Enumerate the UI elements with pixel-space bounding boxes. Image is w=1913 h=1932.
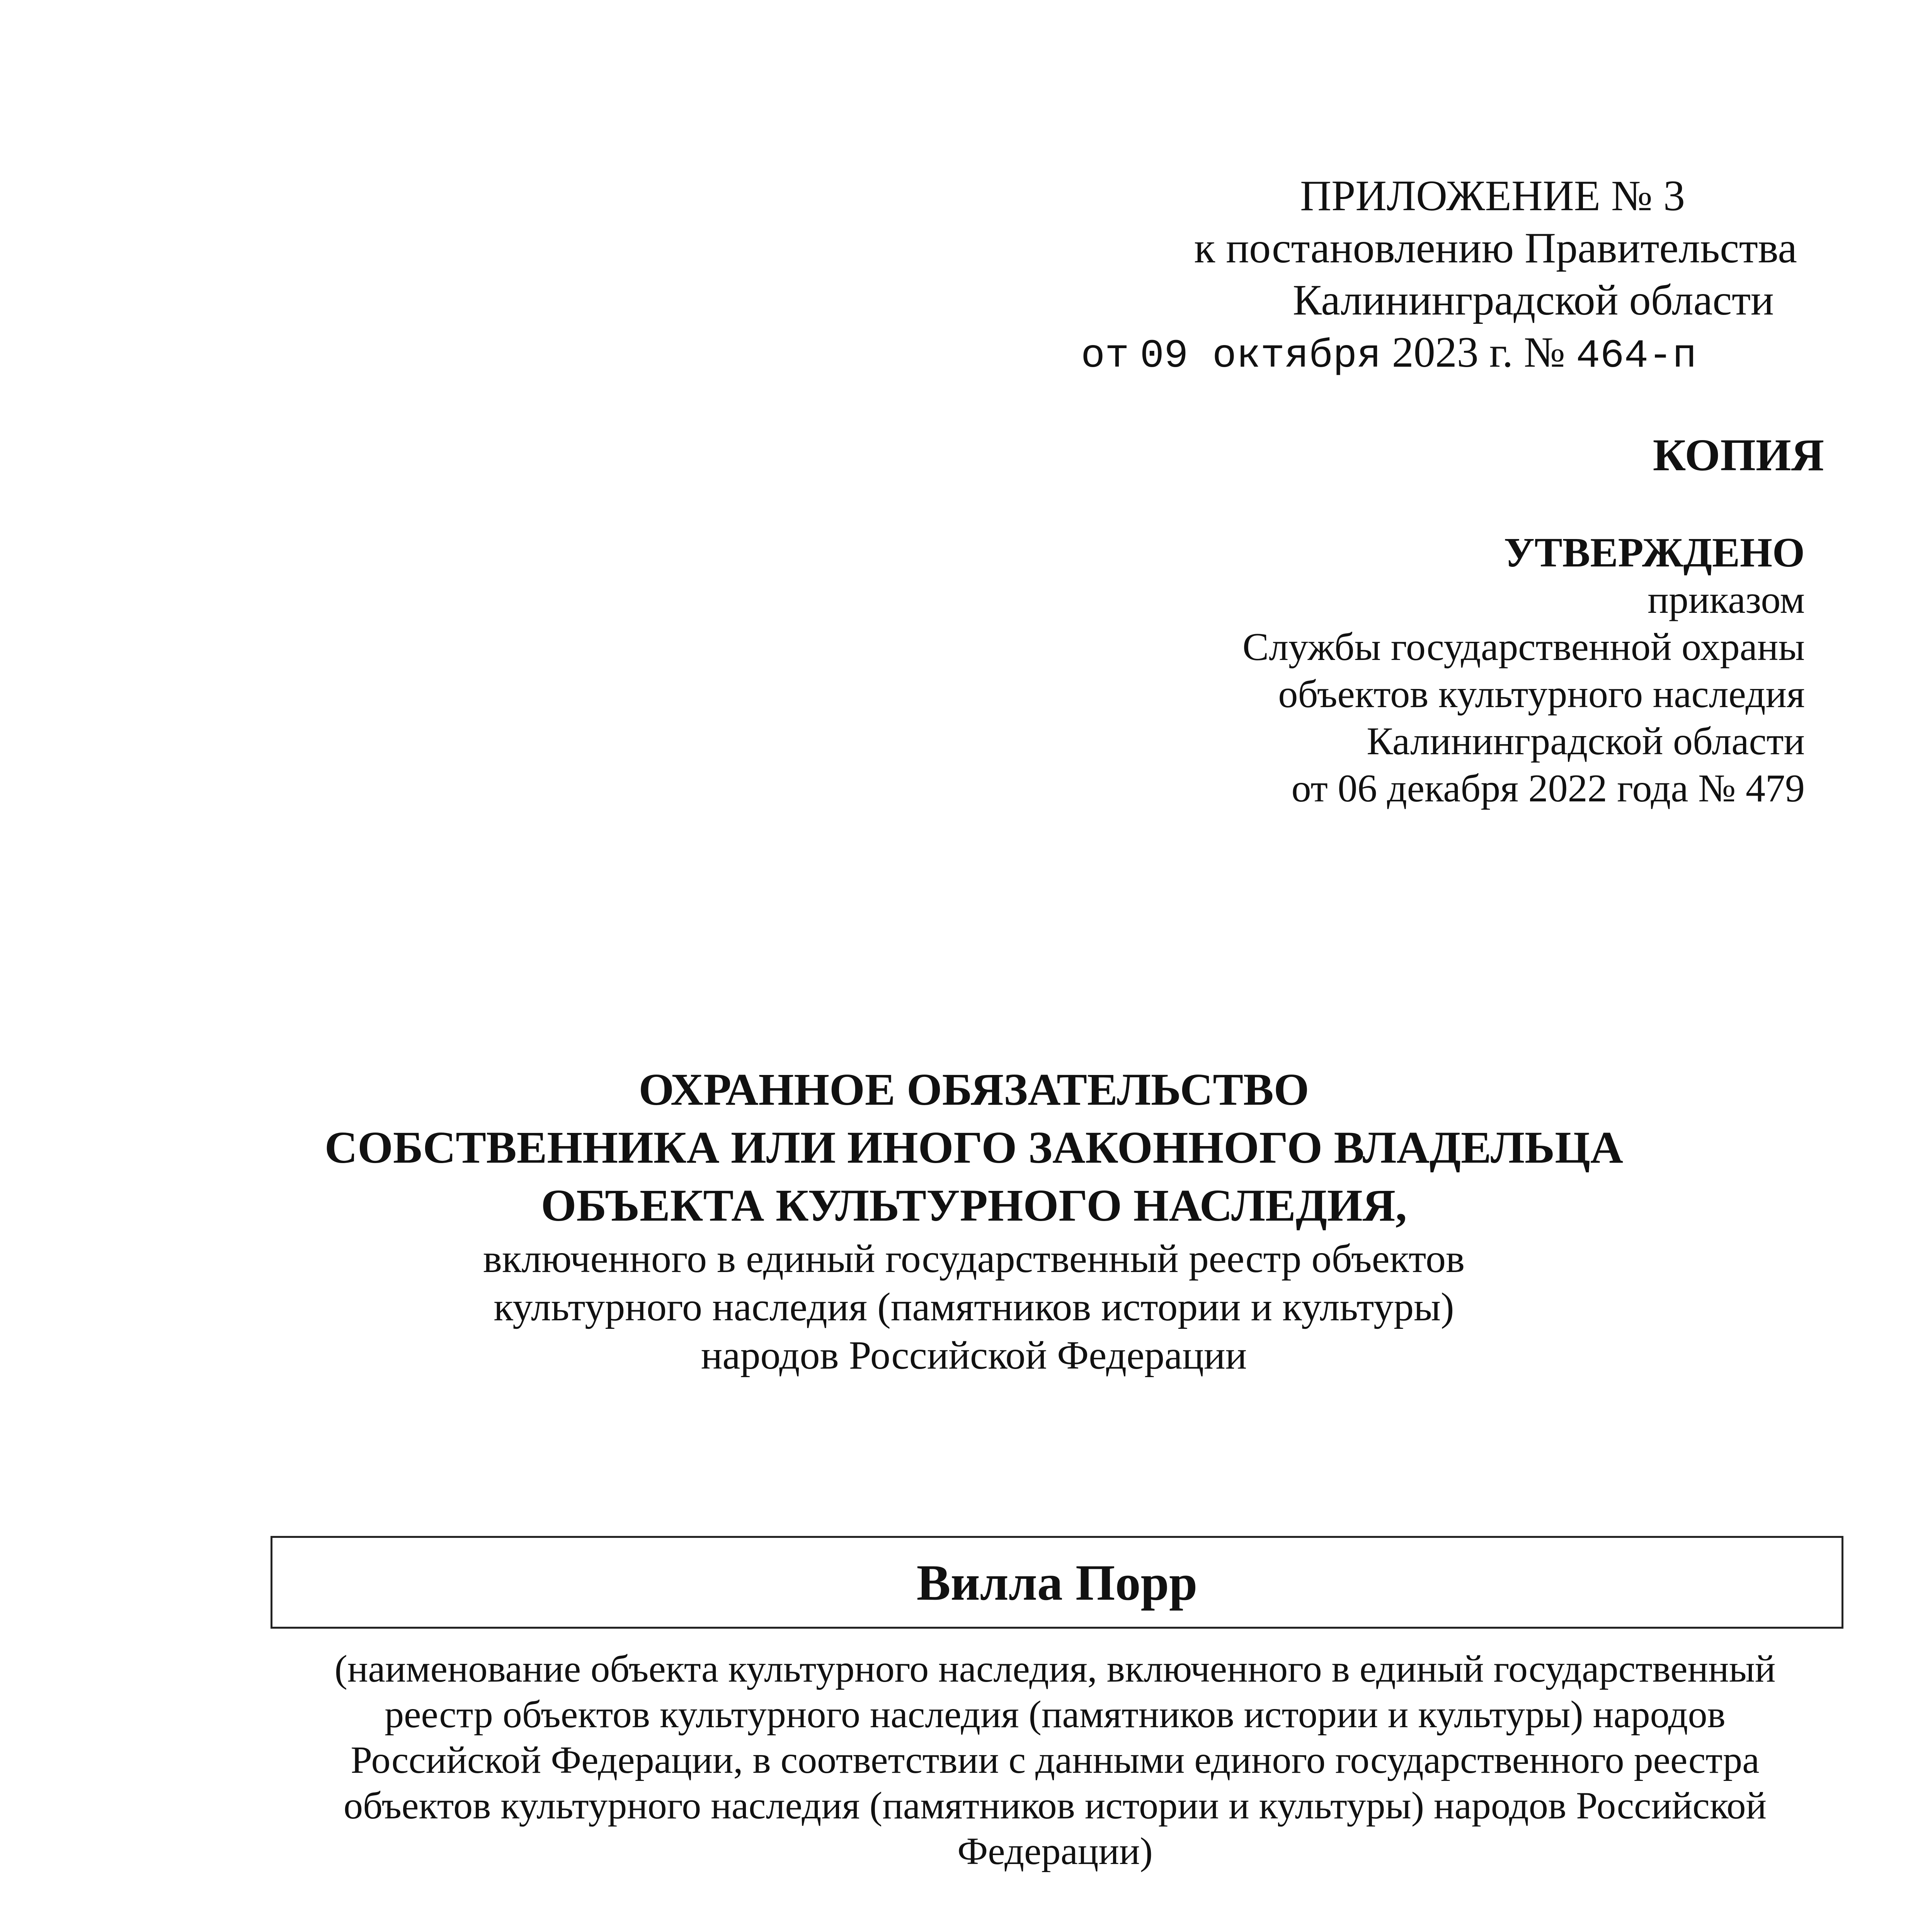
caption-line: (наименование объекта культурного наследия, включенного в единый государственный xyxy=(334,1647,1776,1690)
caption-line: объектов культурного наследия (памятников истории и культуры) народов Российской xyxy=(344,1784,1767,1827)
approval-line: приказом xyxy=(1647,578,1805,622)
appendix-date-line xyxy=(1063,327,1697,383)
subtitle-line: народов Российской Федерации xyxy=(701,1333,1247,1378)
caption-line: реестр объектов культурного наследия (памятников истории и культуры) народов xyxy=(385,1693,1726,1736)
caption-line: Федерации) xyxy=(957,1830,1153,1872)
subtitle-line: включенного в единый государственный реестр объектов xyxy=(483,1236,1465,1281)
document-title xyxy=(271,1061,1677,1379)
appendix-header xyxy=(1063,170,1797,383)
approval-line: Службы государственной охраны xyxy=(1242,625,1805,669)
object-name: Вилла Порр xyxy=(916,1554,1198,1611)
approval-line: от 06 декабря 2022 года № 479 xyxy=(1291,767,1805,810)
appendix-number: ПРИЛОЖЕНИЕ № 3 xyxy=(1300,172,1685,220)
appendix-region: Калининградской области xyxy=(1293,276,1774,324)
subtitle-line: культурного наследия (памятников истории и культуры) xyxy=(494,1285,1454,1329)
approval-heading: УТВЕРЖДЕНО xyxy=(1504,530,1805,576)
date-prefix: от xyxy=(1081,333,1129,379)
caption-line: Российской Федерации, в соответствии с данными единого государственного реестра xyxy=(351,1738,1760,1781)
approval-line: объектов культурного наследия xyxy=(1278,672,1805,716)
date-year: 2023 г. № xyxy=(1392,328,1565,376)
title-line: СОБСТВЕННИКА ИЛИ ИНОГО ЗАКОННОГО ВЛАДЕЛЬЦА xyxy=(324,1122,1624,1173)
title-line: ОХРАННОЕ ОБЯЗАТЕЛЬСТВО xyxy=(638,1064,1309,1115)
date-typed: 09 октября xyxy=(1140,333,1381,379)
approval-line: Калининградской области xyxy=(1367,719,1805,763)
object-name-caption xyxy=(309,1646,1801,1874)
title-line: ОБЪЕКТА КУЛЬТУРНОГО НАСЛЕДИЯ, xyxy=(541,1180,1407,1231)
copy-mark: КОПИЯ xyxy=(1653,430,1824,480)
approval-block xyxy=(1082,529,1805,812)
resolution-number: 464-п xyxy=(1576,333,1697,379)
appendix-resolution: к постановлению Правительства xyxy=(1194,224,1797,272)
object-name-box xyxy=(271,1536,1843,1629)
